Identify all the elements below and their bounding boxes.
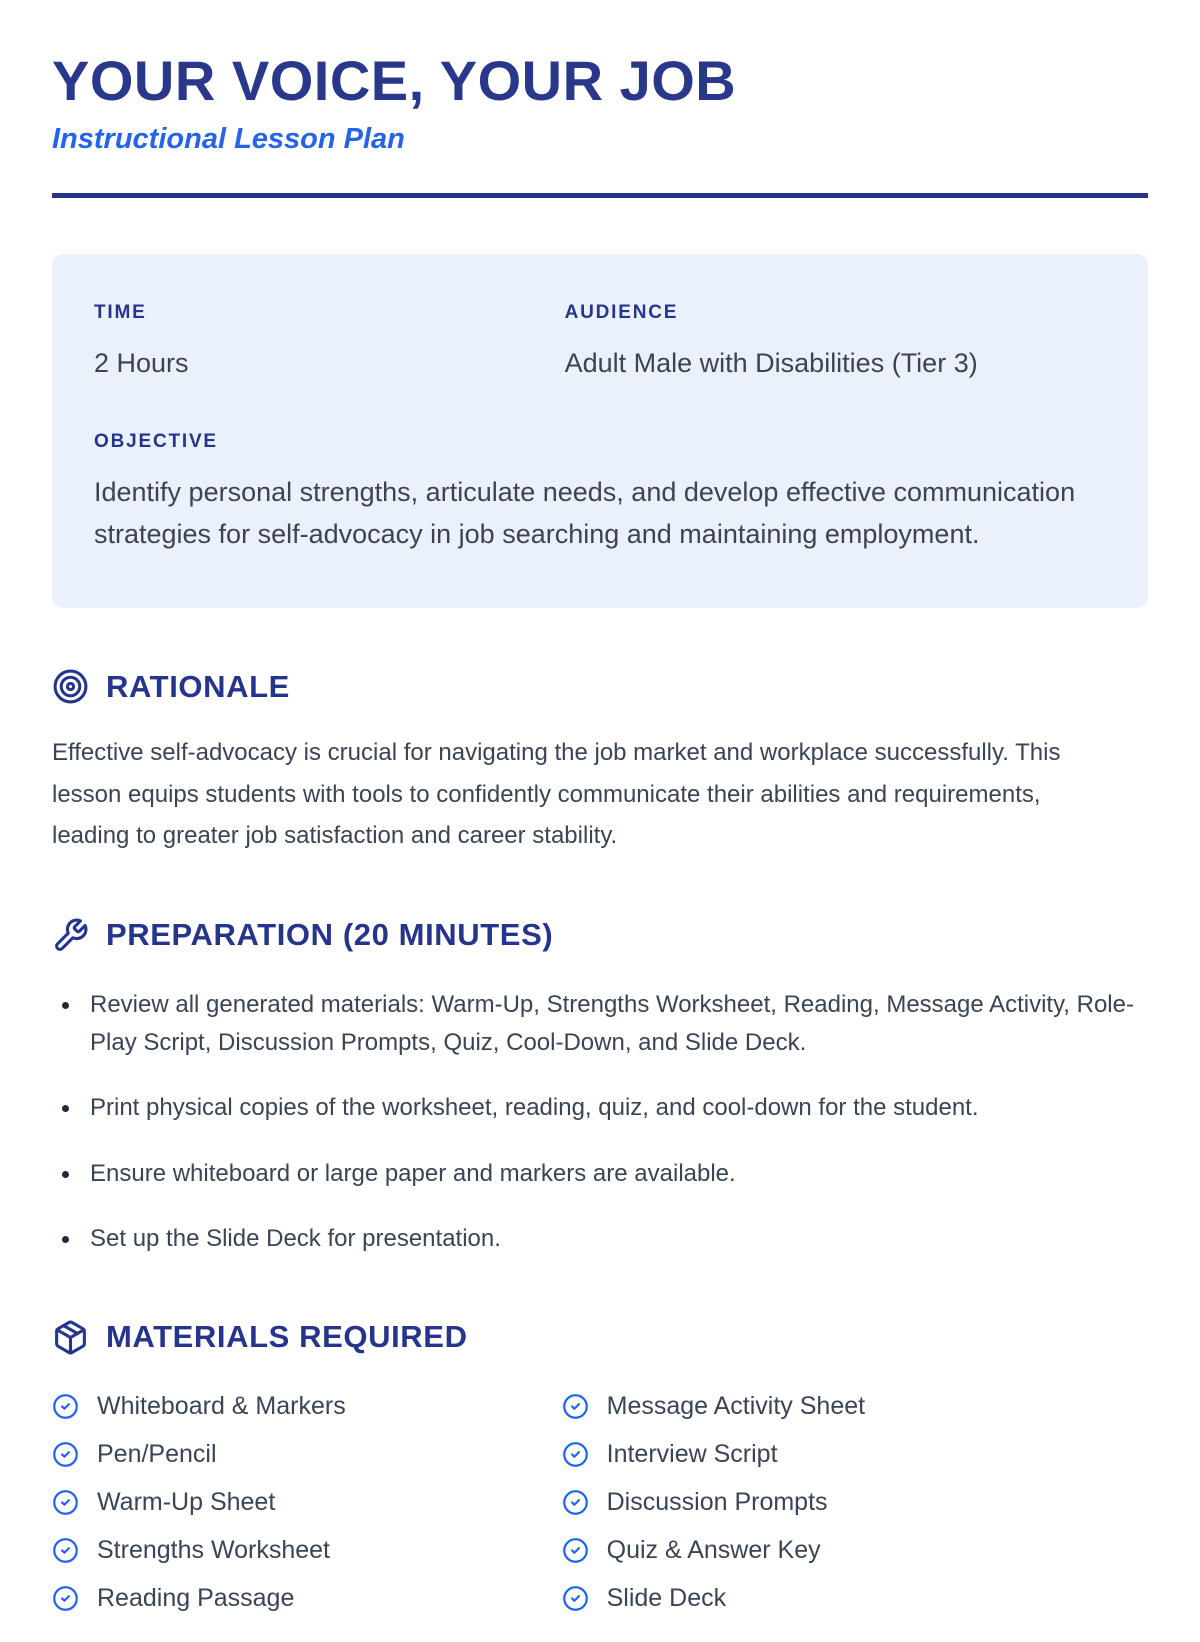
- material-item-label: Discussion Prompts: [606, 1487, 828, 1516]
- material-item-label: Reading Passage: [97, 1583, 295, 1612]
- rationale-heading: [52, 668, 1148, 705]
- circle-check-icon: [562, 1441, 589, 1468]
- time-label: TIME: [94, 302, 147, 324]
- audience-label: AUDIENCE: [564, 302, 679, 324]
- material-item: [52, 1536, 562, 1565]
- material-item: [52, 1440, 562, 1469]
- rationale-body: Effective self-advocacy is crucial for navigating the job market and workplace successfully. This lesson equips students with tools to confidently communicate their abilities and requirements, leading to greater job satisfaction and career stability.: [52, 739, 1061, 850]
- circle-check-icon: [52, 1441, 79, 1468]
- header-divider: [52, 193, 1148, 198]
- overview-card: [52, 254, 1148, 608]
- material-item-label: Warm-Up Sheet: [97, 1487, 276, 1516]
- materials-heading: [52, 1319, 1148, 1356]
- objective-label: OBJECTIVE: [94, 430, 218, 452]
- package-icon: [52, 1319, 89, 1356]
- material-item-label: Pen/Pencil: [97, 1439, 217, 1468]
- preparation-item: • Ensure whiteboard or large paper and markers are available.: [82, 1155, 1148, 1193]
- circle-check-icon: [52, 1393, 79, 1420]
- target-icon: [52, 668, 89, 705]
- audience-value: Adult Male with Disabilities (Tier 3): [564, 348, 978, 379]
- material-item: [52, 1392, 562, 1421]
- materials-section: [52, 1319, 1148, 1632]
- time-value: 2 Hours: [94, 348, 189, 379]
- circle-check-icon: [562, 1393, 589, 1420]
- preparation-heading: [52, 917, 1148, 954]
- material-item-label: Whiteboard & Markers: [97, 1391, 346, 1420]
- preparation-item: • Print physical copies of the worksheet, reading, quiz, and cool-down for the student.: [82, 1089, 1148, 1127]
- material-item-label: Strengths Worksheet: [97, 1535, 330, 1564]
- page-subtitle: Instructional Lesson Plan: [52, 123, 405, 156]
- objective-value: Identify personal strengths, articulate needs, and develop effective communication strategies for self-advocacy in job searching and maintaining employment.: [94, 476, 1076, 550]
- circle-check-icon: [562, 1489, 589, 1516]
- rationale-section: [52, 668, 1148, 857]
- circle-check-icon: [52, 1537, 79, 1564]
- material-item: [562, 1536, 1148, 1565]
- material-item-label: Quiz & Answer Key: [606, 1535, 821, 1564]
- document-header: [52, 49, 1148, 198]
- material-item: [562, 1488, 1148, 1517]
- preparation-list: [52, 986, 1148, 1259]
- time-field: [94, 302, 565, 385]
- preparation-item: • Set up the Slide Deck for presentation.: [82, 1220, 1148, 1258]
- materials-heading-text: MATERIALS REQUIRED: [106, 1319, 468, 1355]
- material-item-label: Slide Deck: [606, 1583, 727, 1612]
- material-item: [562, 1440, 1148, 1469]
- material-item-label: Message Activity Sheet: [606, 1391, 866, 1420]
- material-item: [52, 1488, 562, 1517]
- objective-field: [94, 431, 1106, 556]
- rationale-heading-text: RATIONALE: [106, 668, 290, 704]
- circle-check-icon: [562, 1537, 589, 1564]
- material-item-label: Interview Script: [606, 1439, 778, 1468]
- overview-grid: [94, 302, 1106, 556]
- materials-column-left: [52, 1392, 562, 1632]
- circle-check-icon: [562, 1585, 589, 1612]
- preparation-item: • Review all generated materials: Warm-Up, Strengths Worksheet, Reading, Message Activity, Role-Play Script, Discussion Prompts, Quiz, Cool-Down, and Slide Deck.: [82, 986, 1148, 1063]
- material-item: [52, 1584, 562, 1613]
- circle-check-icon: [52, 1585, 79, 1612]
- materials-grid: [52, 1392, 1148, 1632]
- wrench-icon: [52, 917, 89, 954]
- materials-column-right: [562, 1392, 1148, 1632]
- audience-field: [565, 302, 1106, 385]
- preparation-section: [52, 917, 1148, 1259]
- material-item: [562, 1392, 1148, 1421]
- material-item: [562, 1584, 1148, 1613]
- circle-check-icon: [52, 1489, 79, 1516]
- page-title: YOUR VOICE, YOUR JOB: [52, 49, 737, 112]
- preparation-heading-text: PREPARATION (20 MINUTES): [106, 917, 554, 953]
